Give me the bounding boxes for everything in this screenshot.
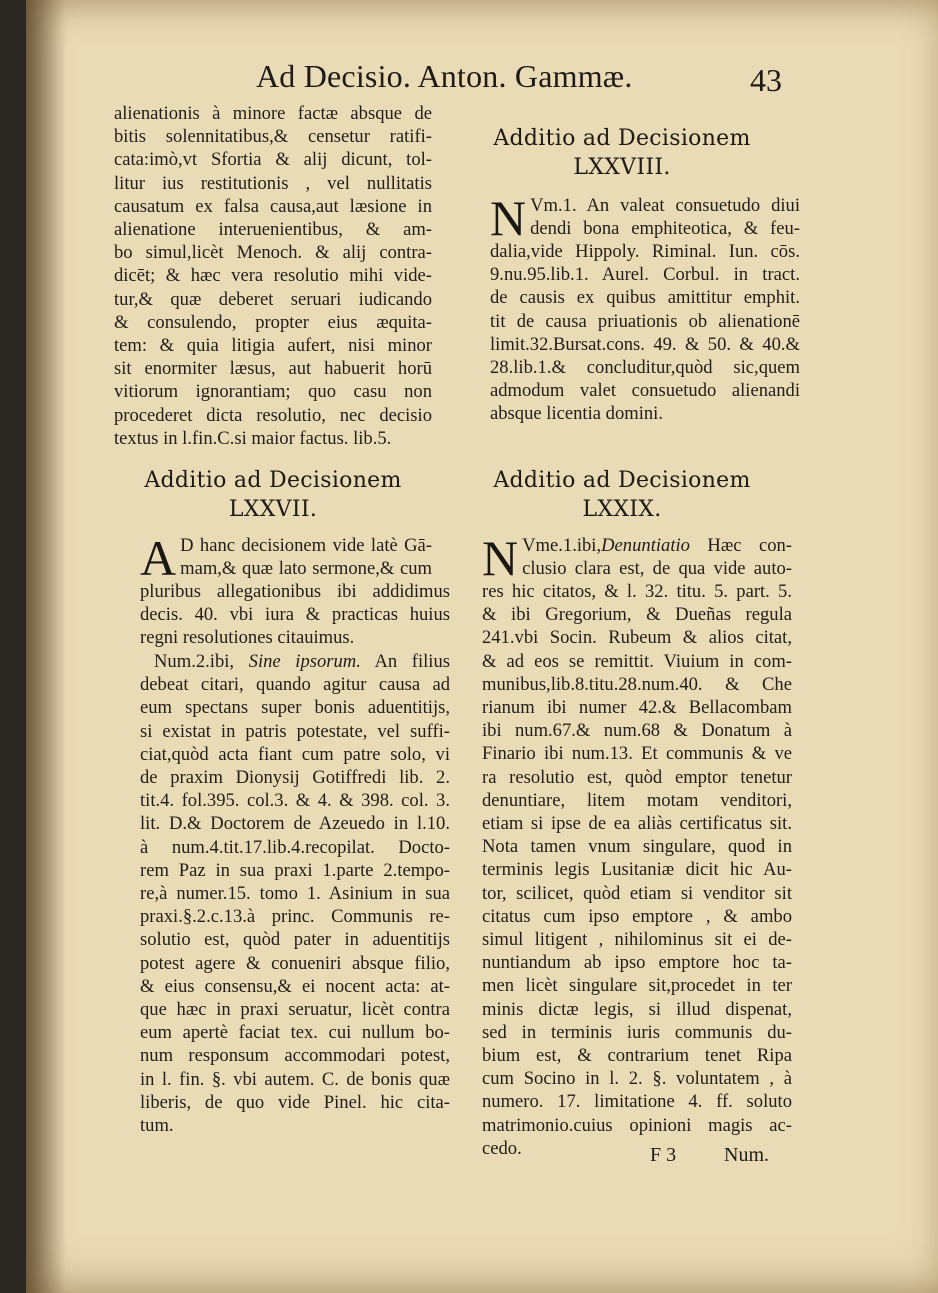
text-line: causatum ex falsa causa,aut læsione in: [114, 195, 432, 217]
text-line: & eius consensu,& ei nocent acta: at-: [140, 975, 450, 997]
text-line: debeat citari, quando agitur causa ad: [140, 674, 450, 696]
italic-lemma: Denuntiatio: [601, 535, 690, 556]
text-line: admodum valet consuetudo alienandi: [490, 380, 800, 402]
text-line: Finario ibi num.13. Et communis & ve: [482, 743, 792, 765]
text-line: sit enormiter læsus, aut habuerit horū: [114, 358, 432, 380]
text-line: tur,& quæ deberet seruari iudicando: [114, 288, 432, 310]
text-line: cata:imò,vt Sfortia & alij dicunt, tol-: [114, 149, 432, 171]
paragraph-lxxix-cont: [482, 580, 792, 1160]
text-line: eum apertè faciat tex. cui nullum bo-: [140, 1022, 450, 1044]
text-line: minis dictæ legis, si illud dispenat,: [482, 998, 792, 1020]
text-line: clusio clara est, de qua vide auto-: [522, 558, 792, 580]
drop-capital: N: [490, 194, 527, 241]
paragraph-lxxvii-intro-cont: [140, 580, 450, 650]
text-line: absque licentia domini.: [490, 403, 663, 425]
text-line: & ad eos se remittit. Viuium in com-: [482, 650, 792, 672]
paragraph-lxxvii-num2: [140, 650, 450, 1137]
text-line: litur ius restitutionis , vel nullitatis: [114, 172, 432, 194]
text-line: regni resolutiones citauimus.: [140, 627, 355, 649]
text-line: ciat,quòd acta fiant cum patre solo, vi: [140, 743, 450, 765]
section-heading-lxxvii: [114, 466, 432, 524]
running-head: Ad Decisio. Anton. Gammæ.: [256, 58, 633, 94]
text-line: procederet dicta resolutio, nec decisio: [114, 404, 432, 426]
text-line: terminis legis Lusitaniæ dicit hic Au-: [482, 859, 792, 881]
signature-mark: F 3: [650, 1144, 677, 1166]
text-line: simul litigent , nihilominus sit ei de-: [482, 929, 792, 951]
heading-number: LXXVIII.: [573, 155, 671, 180]
text-line: in l. fin. §. vbi autem. C. de bonis quæ: [140, 1068, 450, 1090]
text-line: num responsum accommodari potest,: [140, 1045, 450, 1067]
text-line: re,à numer.15. tomo 1. Asinium in sua: [140, 883, 450, 905]
text-line: dendi bona emphiteotica, & feu-: [530, 218, 800, 240]
text-line: rem Paz in sua praxi 1.parte 2.tempo-: [140, 859, 450, 881]
text-line: 28.lib.1.& concluditur,quòd sic,quem: [490, 357, 800, 379]
text-line: à num.4.tit.17.lib.4.recopilat. Docto-: [140, 836, 450, 858]
catchword: Num.: [724, 1144, 769, 1166]
text-line: bium est, & contrarium tenet Ripa: [482, 1045, 792, 1067]
text-line: eum spectans super bonis aduentitijs,: [140, 697, 450, 719]
text-line: matrimonio.cuius opinioni magis ac-: [482, 1114, 792, 1136]
section-heading-lxxix: [455, 466, 789, 524]
text-line: tit.4. fol.395. col.3. & 4. & 398. col. 3.: [140, 790, 450, 812]
text-line: & ibi Gregorium, & Dueñas regula: [482, 604, 792, 626]
text-line: alienatione interuenientibus, & am-: [114, 219, 432, 241]
section-heading-lxxviii: [455, 124, 789, 182]
heading-title: Additio ad Decisionem: [493, 468, 751, 493]
text-line: si existat in patris potestate, vel suffi-: [140, 720, 450, 742]
text-line: [482, 534, 792, 557]
text-line: nuntiandum ab ipso emptore hoc ta-: [482, 952, 792, 974]
text-line: que hæc in praxi seruatur, licèt contra: [140, 999, 450, 1021]
text-line: citatus cum ipso emptore , & ambo: [482, 905, 792, 927]
text-line: pluribus allegationibus ibi addidimus: [140, 581, 450, 602]
text-line: men licèt singulare sit,procedet in ter: [482, 975, 792, 997]
text-line: munibus,lib.8.titu.28.num.40. & Che: [482, 673, 792, 695]
text-line: numero. 17. limitatione 4. ff. soluto: [482, 1091, 792, 1113]
text-line: praxi.§.2.c.13.à princ. Communis re-: [140, 906, 450, 928]
text-line: D hanc decisionem vide latè Gā-: [180, 535, 432, 556]
text-line: liberis, de quo vide Pinel. hic cita-: [140, 1091, 450, 1113]
text-line: mam,& quæ lato sermone,& cum: [180, 558, 432, 580]
text-run: An filius: [360, 651, 451, 672]
text-line: lit. D.& Doctorem de Azeuedo in l.10.: [140, 813, 450, 835]
text-line: sed in terminis iuris communis du-: [482, 1021, 792, 1043]
text-line: solutio est, quòd pater in aduentitijs: [140, 929, 450, 951]
text-line: dicēt; & hæc vera resolutio mihi vide-: [114, 265, 432, 287]
text-line: [140, 650, 450, 673]
text-line: bitis solennitatibus,& censetur ratifi-: [114, 126, 432, 148]
text-line: tor, scilicet, quòd etiam si venditor sit: [482, 882, 792, 904]
paragraph-lxxviii-cont: [490, 240, 800, 426]
text-line: de praxim Dionysij Gotiffredi lib. 2.: [140, 767, 450, 789]
text-line: cum Socino in l. 2. §. voluntatem , à: [482, 1068, 792, 1090]
text-line: potest agere & conueniri absque filio,: [140, 952, 450, 974]
text-line: tit de causa priuationis ob alienationē: [490, 310, 800, 332]
text-line: alienationis à minore factæ absque de: [114, 103, 432, 124]
text-line: de causis ex quibus amittitur emphit.: [490, 287, 800, 309]
text-run: Vme.1.ibi,: [522, 535, 602, 556]
text-line: tem: & quia litigia aufert, nisi minor: [114, 335, 432, 357]
text-line: ibi num.67.& num.68 & Donatum à: [482, 720, 792, 742]
text-line: dalia,vide Hippoly. Riminal. Iun. cōs.: [490, 241, 800, 262]
text-line: 241.vbi Socin. Rubeum & alios citat,: [482, 627, 792, 649]
drop-capital: N: [482, 534, 519, 581]
text-line: bo simul,licèt Menoch. & alij contra-: [114, 242, 432, 264]
text-run: Num.2.ibi,: [154, 651, 235, 672]
paragraph-lxxvii-intro: [140, 534, 432, 580]
gutter-shadow: [26, 0, 66, 1293]
paragraph-lxxix: [482, 534, 792, 580]
text-run: Hæc con-: [689, 535, 792, 556]
left-continuation-text: [114, 102, 432, 450]
text-line: etiam si ipse de ea aliàs certificatus sit.: [482, 813, 792, 835]
text-line: textus in l.fin.C.si maior factus. lib.5.: [114, 427, 392, 449]
italic-lemma: Sine ipsorum.: [248, 651, 361, 672]
drop-capital: A: [140, 534, 177, 581]
text-line: rianum ibi numer 42.& Bellacombam: [482, 697, 792, 719]
text-line: decis. 40. vbi iura & practicas huius: [140, 604, 450, 626]
heading-number: LXXIX.: [582, 497, 662, 522]
text-line: limit.32.Bursat.cons. 49. & 50. & 40.&: [490, 333, 800, 355]
text-line: ra resolutio est, quòd emptor tenetur: [482, 766, 792, 788]
heading-number: LXXVII.: [228, 497, 318, 522]
text-line: denuntiare, litem motam venditori,: [482, 789, 792, 811]
text-line: & consulendo, propter eius æquita-: [114, 311, 432, 333]
text-line: Nota tamen vnum singulare, quod in: [482, 836, 792, 858]
text-line: 9.nu.95.lib.1. Aurel. Corbul. in tract.: [490, 264, 800, 286]
text-line: tum.: [140, 1115, 174, 1137]
text-line: vitiorum ignorantiam; quo casu non: [114, 381, 432, 403]
heading-title: Additio ad Decisionem: [493, 126, 751, 151]
page-number: 43: [750, 62, 782, 98]
paragraph-lxxviii: [490, 194, 800, 240]
text-line: cedo.: [482, 1137, 522, 1159]
heading-title: Additio ad Decisionem: [144, 468, 402, 493]
text-line: res hic citatos, & l. 32. titu. 5. part. 5.: [482, 581, 792, 602]
text-line: Vm.1. An valeat consuetudo diui: [530, 195, 800, 216]
